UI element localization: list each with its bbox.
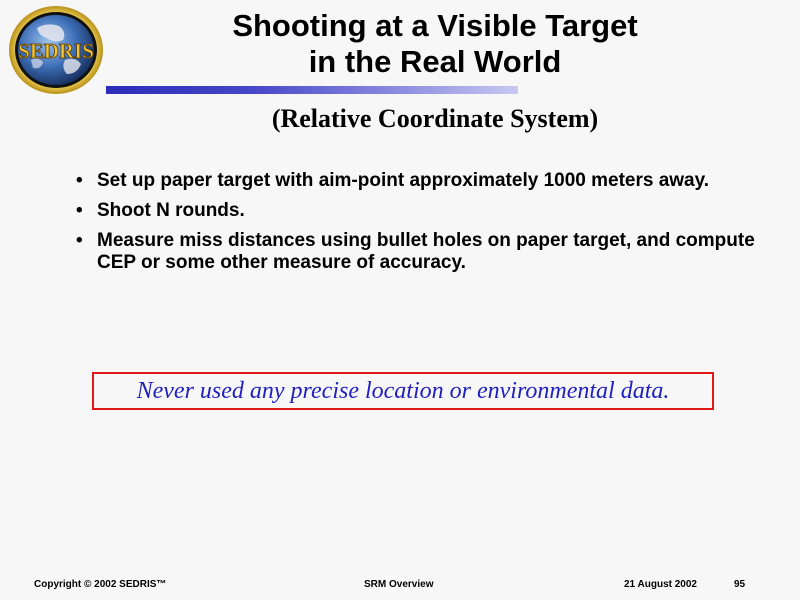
callout-box [92, 372, 714, 410]
title-line-2: in the Real World [308, 44, 562, 79]
bullet-text: Measure miss distances using bullet holes on paper target, and compute CEP or some other measure of accuracy. [97, 230, 755, 273]
footer-title: SRM Overview [364, 579, 434, 590]
subtitle: (Relative Coordinate System) [271, 104, 599, 133]
bullet-icon: • [76, 230, 83, 251]
list-item [76, 170, 756, 192]
callout-text: Never used any precise location or environmental data. [136, 378, 670, 404]
bullet-icon: • [76, 200, 83, 221]
title-underline-bar [106, 86, 518, 94]
page-number: 95 [734, 579, 746, 590]
bullet-text: Shoot N rounds. [97, 200, 245, 221]
footer-copyright: Copyright © 2002 SEDRIS™ [34, 579, 167, 590]
sedris-logo [7, 4, 105, 96]
bullet-list [76, 170, 756, 282]
list-item [76, 200, 756, 222]
page-title [140, 8, 730, 80]
bullet-icon: • [76, 170, 83, 191]
logo-text: SEDRIS [18, 39, 94, 63]
title-line-1: Shooting at a Visible Target [232, 8, 638, 43]
footer-date: 21 August 2002 [624, 579, 697, 590]
bullet-text: Set up paper target with aim-point approximately 1000 meters away. [97, 170, 710, 191]
list-item [76, 230, 756, 274]
